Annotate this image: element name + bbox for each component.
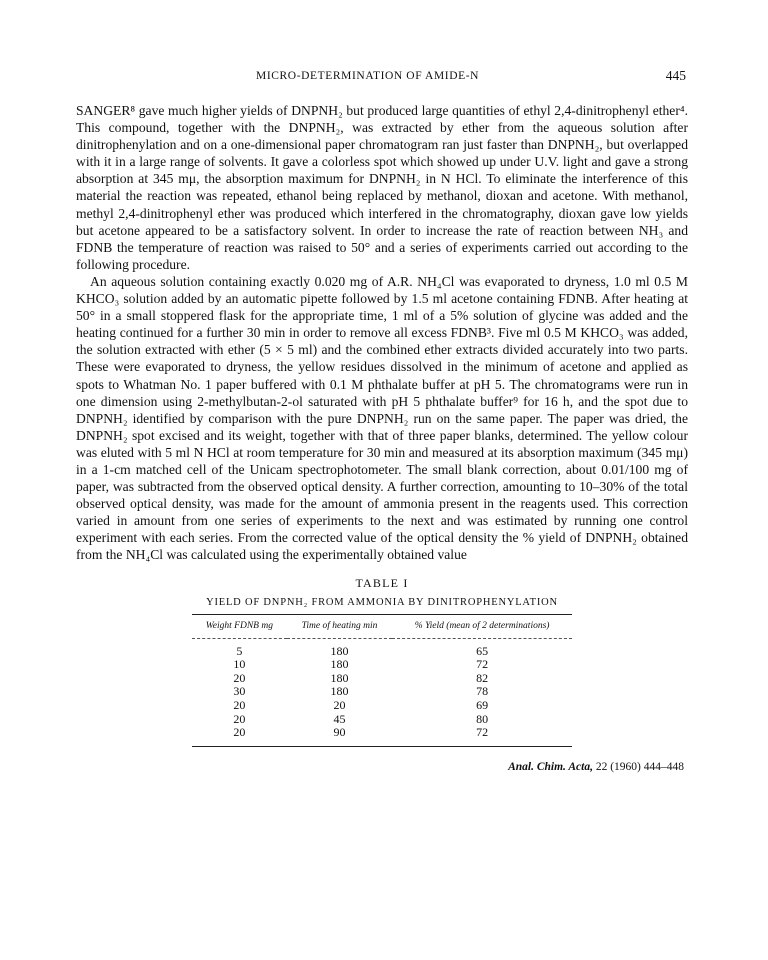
table-cell-yield: 72	[392, 726, 572, 746]
table-cell-weight: 10	[233, 657, 246, 672]
table-cell-weight: 20	[233, 711, 246, 726]
journal-citation	[76, 761, 688, 773]
page-number: 445	[665, 68, 686, 83]
table-cell-weight: 20	[233, 697, 246, 712]
table-row	[192, 699, 572, 713]
yield-table	[192, 614, 572, 747]
table-cell-weight: 30	[233, 684, 246, 699]
table-cell-yield: 78	[476, 684, 489, 699]
table-row	[192, 658, 572, 672]
table-row	[192, 726, 572, 746]
column-header-weight: Weight FDNB mg	[192, 614, 287, 638]
table-cell-weight: 20	[233, 670, 246, 685]
table-header-row	[192, 614, 572, 638]
table-cell-time: 90	[287, 726, 393, 746]
paragraph-2: An aqueous solution containing exactly 0.020 mg of A.R. NH₄Cl was evaporated to dryness, 1.0 ml 0.5 M KHCO₃ solution added by an automatic pipette followed by 1.5 ml acetone containing FDNB. After heating at 50° in a small stoppered flask for the appropriate time, 1 ml of a 5% solution of glycine was added and the heating continued for a further 30 min in order to remove all excess FDNB³. Five ml 0.5 M KHCO₃ was added, the solution extracted with ether (5 × 5 ml) and the combined ether extracts divided accurately into two parts. These were evaporated to dryness, the yellow residues dissolved in the minimum of acetone and applied as spots to Whatman No. 1 paper buffered with 0.1 M phthalate buffer at pH 5. The chromatograms were run in one dimension using 2-methylbutan-2-ol saturated with pH 5 phthalate buffer⁹ for 16 h, and the spot due to DNPNH₂ identified by comparison with the pure DNPNH₂ run on the same paper. The paper was dried, the DNPNH₂ spot excised and its weight, together with that of three paper blanks, determined. The yellow colour was eluted with 5 ml N HCl at room temperature for 30 min and measured at its absorption maximum (345 mμ) in a 1-cm matched cell of the Unicam spectrophotometer. The small blank correction, about 0.01/100 mg of paper, was subtracted from the observed optical density. A further correction, amounting to 10–30% of the total observed optical density, was made for the amount of ammonia present in the reagents used. This correction varied in amount from one series of experiments to the next and was estimated by running one control experiment with each series. From the corrected value of the optical density the % yield of DNPNH₂ obtained from the NH₄Cl was calculated using the experimentally obtained value	[76, 273, 688, 563]
table-cell-yield: 65	[476, 643, 489, 658]
paragraph-1: SANGER⁸ gave much higher yields of DNPNH₂ but produced large quantities of ethyl 2,4-dinitrophenyl ether⁴. This compound, together with the DNPNH₂, was extracted by ether from the aqueous solution after dinitrophenylation and on a one-dimensional paper chromatogram ran just faster than DNPNH₂, but overlapped with it in a large range of solvents. It gave a colorless spot which showed up under U.V. light and gave a strong absorption at 345 mμ, the absorption maximum for DNPNH₂ in N HCl. To eliminate the interference of this material the reaction was repeated, ethanol being replaced by methanol, dioxan and acetone. With methanol, methyl 2,4-dinitrophenyl ether was produced which interfered in the chromatography, dioxan gave low yields but acetone appeared to be a satisfactory solvent. In order to increase the rate of reaction between NH₃ and FDNB the temperature of reaction was raised to 50° and a series of experiments carried out according to the following procedure.	[76, 103, 688, 272]
table-cell-yield: 82	[476, 670, 489, 685]
table-row	[192, 672, 572, 686]
table-cell-time: 180	[330, 643, 349, 658]
journal-reference: 22 (1960) 444–448	[595, 760, 684, 773]
table-caption: YIELD OF DNPNH₂ FROM AMMONIA BY DINITROPHENYLATION	[206, 596, 558, 608]
table-cell-time: 180	[330, 670, 349, 685]
table-cell-yield: 72	[476, 657, 489, 672]
journal-name: Anal. Chim. Acta,	[508, 760, 593, 773]
table-cell-time: 20	[333, 697, 346, 712]
table-row	[192, 713, 572, 727]
running-title: MICRO-DETERMINATION OF AMIDE-N	[256, 70, 480, 82]
table-cell-weight: 5	[236, 643, 243, 658]
column-header-yield: % Yield (mean of 2 determinations)	[392, 614, 572, 638]
table-cell-time: 180	[330, 684, 349, 699]
table-cell-yield: 69	[476, 697, 489, 712]
body-text	[76, 102, 688, 564]
table-cell-time: 45	[333, 711, 346, 726]
table-cell-time: 180	[330, 657, 349, 672]
table-row	[192, 638, 572, 658]
table-label: TABLE I	[355, 575, 409, 590]
page	[76, 68, 688, 773]
table-row	[192, 685, 572, 699]
table-cell-yield: 80	[476, 711, 489, 726]
table-section	[76, 576, 688, 747]
column-header-time: Time of heating min	[287, 614, 393, 638]
table-cell-weight: 20	[192, 726, 287, 746]
running-head	[76, 68, 688, 88]
